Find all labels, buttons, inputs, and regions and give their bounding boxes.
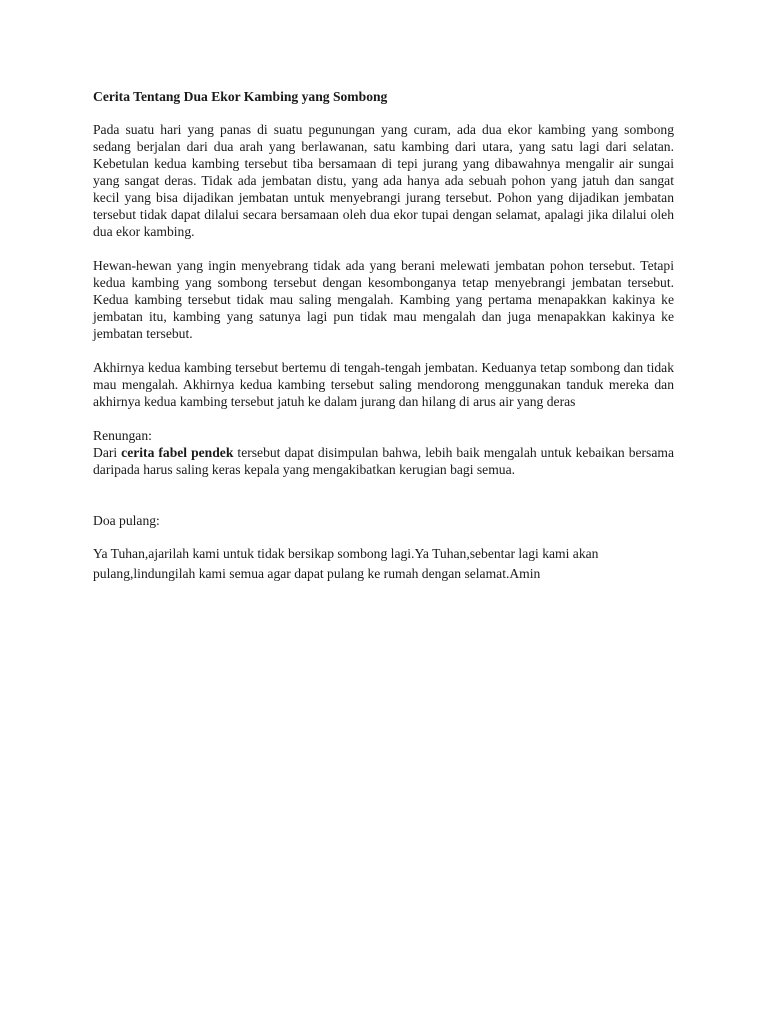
reflection-heading: Renungan: — [93, 428, 152, 443]
reflection-text — [93, 444, 674, 478]
story-paragraph-1: Pada suatu hari yang panas di suatu pegunungan yang curam, ada dua ekor kambing yang sombong sedang berjalan dari dua arah yang berlawanan, satu kambing dari utara, yang satu lagi dari selatan. Kebetulan kedua kambing tersebut tiba bersamaan di tepi jurang yang dibawahnya mengalir air sungai yang sangat deras. Tidak ada jembatan distu, yang ada hanya ada sebuah pohon yang jatuh dan sangat kecil yang bisa dijadikan jembatan untuk menyebrangi jurang tersebut. Pohon yang dijadikan jembatan tersebut tidak dapat dilalui secara bersamaan oleh dua ekor tupai dengan selamat, apalagi jika dilalui oleh dua ekor kambing. — [93, 122, 674, 239]
document-content — [93, 88, 674, 583]
reflection-rest: tersebut dapat disimpulan bahwa, lebih baik mengalah untuk kebaikan bersama daripada harus saling keras kepala yang mengakibatkan kerugian bagi semua. — [93, 445, 674, 477]
prayer-heading: Doa pulang: — [93, 513, 160, 528]
story-paragraph-3: Akhirnya kedua kambing tersebut bertemu di tengah-tengah jembatan. Keduanya tetap sombong dan tidak mau mengalah. Akhirnya kedua kambing tersebut saling mendorong menggunakan tanduk mereka dan akhirnya kedua kambing tersebut jatuh ke dalam jurang dan hilang di arus air yang deras — [93, 360, 674, 409]
story-title: Cerita Tentang Dua Ekor Kambing yang Sombong — [93, 89, 388, 104]
reflection-prefix: Dari — [93, 445, 122, 460]
reflection-bold-phrase: cerita fabel pendek — [121, 445, 234, 460]
story-paragraph-2: Hewan-hewan yang ingin menyebrang tidak ada yang berani melewati jembatan pohon tersebut. Tetapi kedua kambing yang sombong tersebut dengan kesombonganya tetap menyebrangi jembatan tersebut. Kedua kambing tersebut tidak mau saling mengalah. Kambing yang pertama menapakkan kakinya ke jembatan itu, kambing yang satunya lagi pun tidak mau mengalah dan juga menapakkan kakinya ke jembatan tersebut. — [93, 258, 674, 341]
prayer-text: Ya Tuhan,ajarilah kami untuk tidak bersikap sombong lagi.Ya Tuhan,sebentar lagi kami akan pulang,lindungilah kami semua agar dapat pulang ke rumah dengan selamat.Amin — [93, 546, 599, 581]
